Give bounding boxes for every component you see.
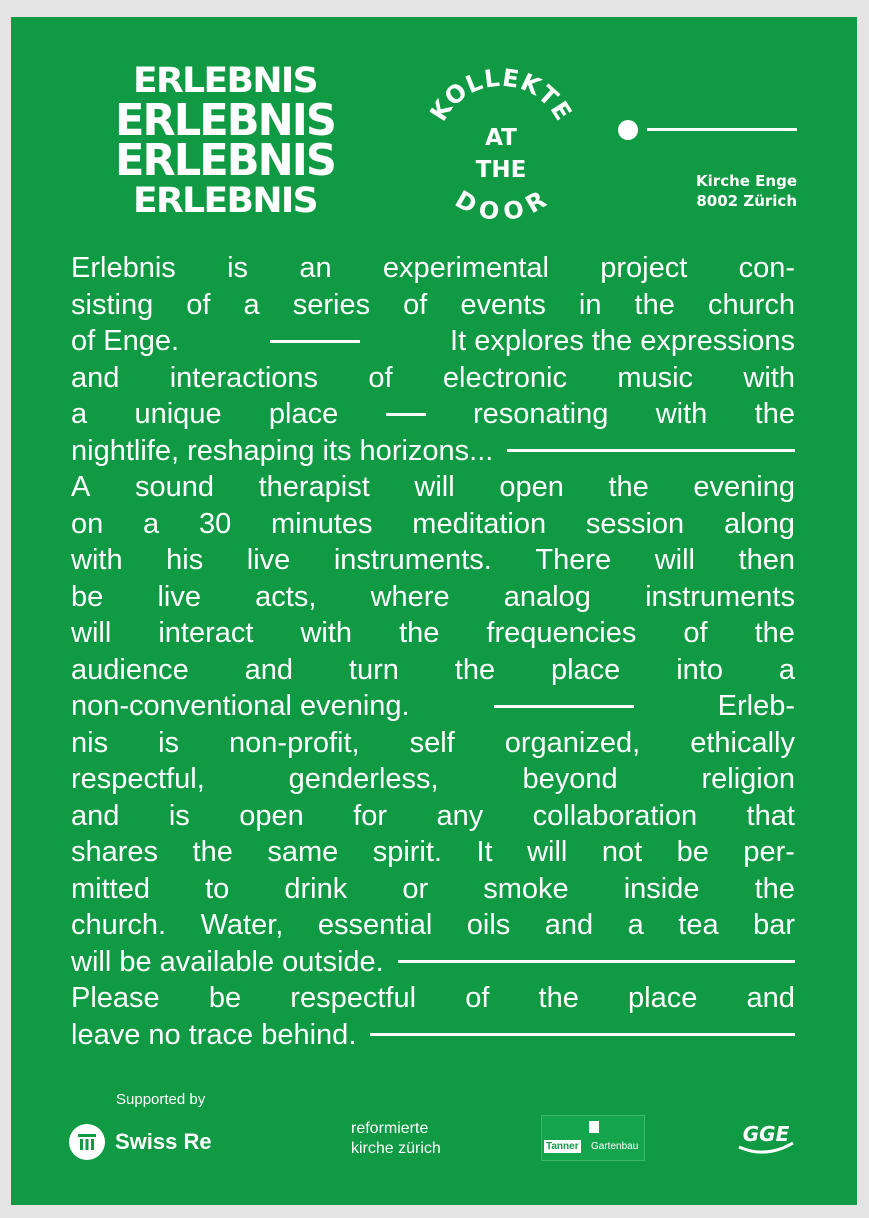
text-word: the — [754, 872, 795, 905]
venue-address — [696, 171, 797, 211]
svg-text:KOLLEKTE — [424, 64, 577, 126]
text-word: essential — [317, 909, 433, 941]
text-word: turn — [348, 653, 399, 686]
text-word: non-conventional evening. — [71, 690, 410, 722]
text-word: drink — [284, 872, 348, 905]
text-word: Water, — [200, 909, 284, 941]
dash-rule — [370, 1033, 795, 1036]
text-word: collaboration — [532, 799, 698, 832]
reformierte-line: reformierte — [351, 1120, 429, 1137]
text-word: oils — [466, 909, 511, 941]
text-word: with — [655, 398, 708, 430]
text-word: evening — [693, 471, 795, 503]
text-word: place — [550, 653, 621, 686]
text-word: project — [600, 252, 688, 284]
text-word: same — [267, 836, 339, 868]
text-word: music — [617, 361, 694, 394]
text-word: 30 — [198, 507, 232, 540]
text-word: A — [71, 471, 91, 503]
text-word: any — [436, 799, 484, 832]
text-word: and — [746, 982, 795, 1014]
text-word: with — [300, 617, 353, 649]
text-word: shares — [71, 836, 159, 868]
text-word: inside — [623, 872, 700, 905]
erlebnis-logo — [69, 61, 381, 223]
venue-postcode: 8002 Zürich — [696, 192, 797, 210]
swiss-re-logo — [69, 1124, 212, 1160]
text-word: analog — [503, 580, 591, 613]
badge-ring-top: KOLLEKTE — [424, 63, 578, 127]
text-word: his — [166, 544, 204, 576]
text-word: acts, — [255, 580, 317, 613]
text-word: It explores the expressions — [450, 325, 795, 357]
text-word: be — [71, 580, 104, 613]
dot-marker — [618, 120, 638, 140]
text-line — [71, 396, 795, 433]
supported-by-label: Supported by — [116, 1091, 206, 1108]
tanner-sub: Gartenbau — [591, 1141, 639, 1152]
text-line — [71, 798, 795, 835]
kollekte-badge-graphic — [416, 57, 586, 227]
text-word: and — [544, 909, 594, 941]
text-word: respectful, — [71, 763, 205, 795]
dot-rule — [647, 128, 797, 131]
text-word: a — [71, 398, 88, 430]
text-word: is — [168, 799, 190, 832]
text-word: place — [628, 982, 698, 1014]
tanner-name: Tanner — [546, 1141, 579, 1152]
text-word: and — [71, 799, 120, 832]
text-word: Erleb- — [717, 690, 795, 722]
poster — [11, 17, 857, 1205]
reformierte-kirche-logo — [351, 1119, 441, 1159]
text-word: self — [409, 726, 455, 759]
swiss-re-mark-icon — [69, 1124, 105, 1160]
text-word: experimental — [382, 252, 549, 284]
text-word: the — [634, 288, 675, 321]
text-word: or — [402, 872, 429, 905]
text-word: therapist — [258, 471, 370, 503]
text-word: live — [157, 580, 201, 613]
badge-center-the: THE — [475, 157, 527, 183]
text-word: electronic — [442, 361, 567, 394]
text-line — [71, 469, 795, 506]
dash-rule — [386, 413, 426, 416]
text-word: with — [71, 544, 123, 576]
text-word: meditation — [412, 507, 547, 540]
text-word: of — [368, 361, 393, 394]
text-word: open — [239, 799, 304, 832]
kollekte-badge — [416, 57, 586, 227]
text-word: of — [683, 617, 708, 649]
text-line — [71, 615, 795, 652]
badge-ring-bottom: DOOR — [450, 185, 552, 227]
text-word: frequencies — [486, 617, 637, 649]
text-line — [71, 761, 795, 798]
text-word: in — [578, 288, 602, 321]
text-word: interactions — [169, 361, 319, 394]
text-word: of — [403, 288, 428, 321]
text-word: the — [754, 617, 795, 649]
text-word: on — [71, 507, 104, 540]
text-word: religion — [701, 763, 795, 795]
text-line — [71, 542, 795, 579]
text-word: the — [454, 653, 496, 686]
text-line — [71, 907, 795, 944]
kirche-zurich-line: kirche zürich — [351, 1140, 441, 1157]
text-word: bar — [753, 909, 795, 941]
text-word: place — [268, 398, 339, 430]
text-word: events — [460, 288, 546, 321]
text-word: organized, — [504, 726, 641, 759]
dash-rule — [398, 960, 795, 963]
tanner-gartenbau-logo — [541, 1115, 645, 1161]
text-word: session — [585, 507, 685, 540]
gge-logo — [733, 1117, 799, 1157]
text-line — [71, 980, 795, 1017]
text-word: the — [538, 982, 579, 1014]
dash-rule — [507, 449, 795, 452]
text-line — [71, 433, 795, 470]
text-word: is — [227, 252, 249, 284]
text-word: spirit. — [372, 836, 442, 868]
text-word: instruments — [645, 580, 795, 613]
text-word: will — [654, 544, 695, 576]
text-line — [71, 1017, 795, 1054]
text-word: will — [71, 617, 112, 649]
text-word: and — [244, 653, 293, 686]
text-word: leave no trace behind. — [71, 1018, 357, 1051]
text-word: be — [208, 982, 242, 1014]
text-word: beyond — [522, 763, 618, 795]
text-word: Erlebnis — [71, 252, 176, 284]
text-word: non-profit, — [229, 726, 360, 759]
text-word: the — [608, 471, 649, 503]
dash-rule — [270, 340, 360, 343]
text-word: audience — [71, 653, 189, 686]
text-word: to — [205, 872, 230, 905]
text-word: is — [158, 726, 180, 759]
text-word: the — [192, 836, 233, 868]
text-word: an — [299, 252, 332, 284]
text-word: that — [746, 799, 795, 832]
text-word: interact — [158, 617, 254, 649]
text-word: per- — [743, 836, 795, 868]
text-word: nis — [71, 726, 109, 759]
text-word: of — [465, 982, 490, 1014]
text-word: sound — [134, 471, 214, 503]
text-word: then — [738, 544, 795, 576]
text-word: the — [754, 398, 795, 430]
text-word: a — [243, 288, 260, 321]
logo-row: ERLEBNIS — [115, 135, 335, 186]
tanner-square-icon — [589, 1121, 599, 1133]
text-line — [71, 688, 795, 725]
text-line — [71, 725, 795, 762]
text-line — [71, 871, 795, 908]
text-word: resonating — [472, 398, 609, 430]
text-word: for — [353, 799, 388, 832]
text-word: mitted — [71, 872, 150, 905]
text-word: will be available outside. — [71, 945, 384, 978]
text-word: series — [292, 288, 371, 321]
text-line — [71, 287, 795, 324]
gge-text: GGE — [742, 1122, 790, 1146]
text-word: con- — [738, 252, 795, 284]
text-word: It — [476, 836, 493, 868]
text-line — [71, 360, 795, 397]
text-word: tea — [678, 909, 719, 941]
text-word: will — [527, 836, 568, 868]
logo-row: ERLEBNIS — [132, 61, 318, 101]
text-word: be — [676, 836, 709, 868]
text-word: genderless, — [288, 763, 439, 795]
text-word: of — [186, 288, 211, 321]
logo-row: ERLEBNIS — [115, 95, 335, 146]
text-word: ethically — [690, 726, 795, 759]
text-line — [71, 944, 795, 981]
text-word: the — [399, 617, 440, 649]
text-word: along — [723, 507, 795, 540]
gge-logo-graphic — [733, 1117, 799, 1157]
text-line — [71, 323, 795, 360]
text-word: sisting — [71, 288, 154, 321]
logo-row: ERLEBNIS — [132, 180, 318, 221]
text-word: of Enge. — [71, 325, 180, 357]
text-word: where — [370, 580, 450, 613]
dash-rule — [494, 705, 634, 708]
text-word: and — [71, 361, 120, 394]
text-word: church — [707, 288, 795, 321]
text-word: a — [627, 909, 644, 941]
text-word: with — [743, 361, 795, 394]
text-word: nightlife, reshaping its horizons... — [71, 434, 494, 467]
text-word: a — [778, 653, 795, 686]
badge-center-at: AT — [485, 125, 517, 151]
text-word: a — [143, 507, 160, 540]
text-line — [71, 506, 795, 543]
text-word: There — [535, 544, 612, 576]
description-text — [71, 250, 795, 1053]
venue-name: Kirche Enge — [696, 172, 797, 190]
text-line — [71, 834, 795, 871]
text-line — [71, 250, 795, 287]
text-word: minutes — [270, 507, 373, 540]
text-word: live — [246, 544, 291, 576]
text-line — [71, 579, 795, 616]
text-word: unique — [134, 398, 222, 430]
text-word: church. — [71, 909, 167, 941]
text-word: Please — [71, 982, 160, 1014]
svg-text:DOOR — [450, 185, 551, 226]
text-word: into — [676, 653, 723, 686]
text-word: instruments. — [333, 544, 492, 576]
text-word: respectful — [290, 982, 417, 1014]
text-line — [71, 652, 795, 689]
text-word: will — [414, 471, 455, 503]
text-word: open — [499, 471, 564, 503]
text-word: smoke — [483, 872, 569, 905]
swiss-re-name: Swiss Re — [115, 1129, 212, 1154]
text-word: not — [601, 836, 643, 868]
